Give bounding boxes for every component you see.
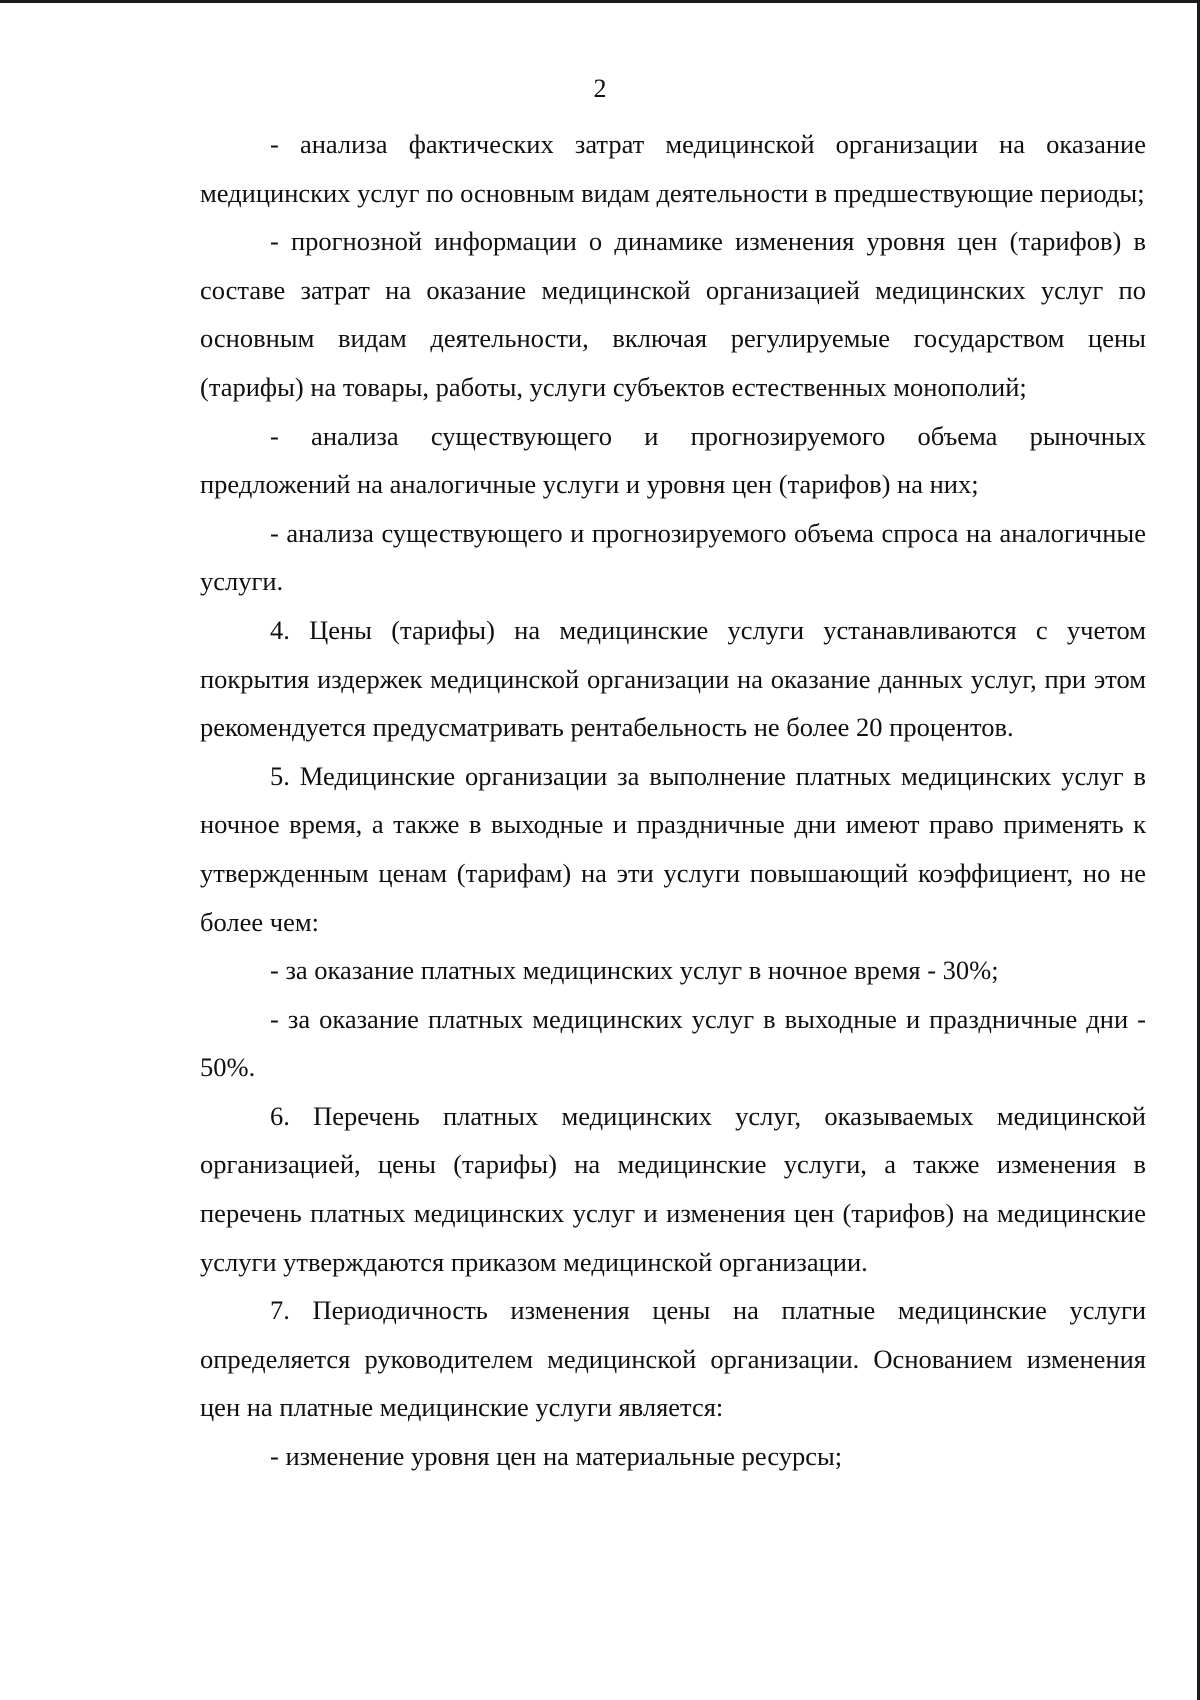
- paragraph-cost-analysis: - анализа фактических затрат медицинской организации на оказание медицинских услуг по основным видам деятельности в предшествующие периоды;: [200, 129, 1146, 208]
- page-number: 2: [593, 74, 607, 103]
- scan-border-top: [0, 0, 1200, 3]
- paragraph-price-forecast: - прогнозной информации о динамике изменения уровня цен (тарифов) в составе затрат на оказание медицинской организацией медицинских услуг по основным видам деятельности, включая регулируемые государством цены (тарифы) на товары, работы, услуги субъектов естественных монополий;: [200, 226, 1146, 402]
- paragraph-item-7: 7. Периодичность изменения цены на платные медицинские услуги определяется руководителем медицинской организации. Основанием изменения цен на платные медицинские услуги является:: [200, 1295, 1146, 1423]
- document-body: [200, 120, 1146, 1481]
- paragraph-material-prices: - изменение уровня цен на материальные ресурсы;: [270, 1441, 843, 1472]
- paragraph-item-5: 5. Медицинские организации за выполнение платных медицинских услуг в ночное время, а также в выходные и праздничные дни имеют право применять к утвержденным ценам (тарифам) на эти услуги повышающий коэффициент, но не более чем:: [200, 760, 1146, 937]
- paragraph-holiday-rate: - за оказание платных медицинских услуг в выходные и праздничные дни - 50%.: [200, 1003, 1146, 1083]
- paragraph-demand-analysis: - анализа существующего и прогнозируемого объема спроса на аналогичные услуги.: [200, 517, 1146, 597]
- paragraph-market-supply: - анализа существующего и прогнозируемого объема рыночных предложений на аналогичные услуги и уровня цен (тарифов) на них;: [200, 420, 1146, 500]
- paragraph-night-rate: - за оказание платных медицинских услуг в ночное время - 30%;: [270, 955, 999, 986]
- paragraph-item-4: 4. Цены (тарифы) на медицинские услуги устанавливаются с учетом покрытия издержек медицинской организации на оказание данных услуг, при этом рекомендуется предусматривать рентабельность не более 20 процентов.: [200, 614, 1146, 743]
- paragraph-item-6: 6. Перечень платных медицинских услуг, оказываемых медицинской организацией, цены (тарифы) на медицинские услуги, а также изменения в перечень платных медицинских услуг и изменения цен (тарифов) на медицинские услуги утверждаются приказом медицинской организации.: [200, 1100, 1146, 1277]
